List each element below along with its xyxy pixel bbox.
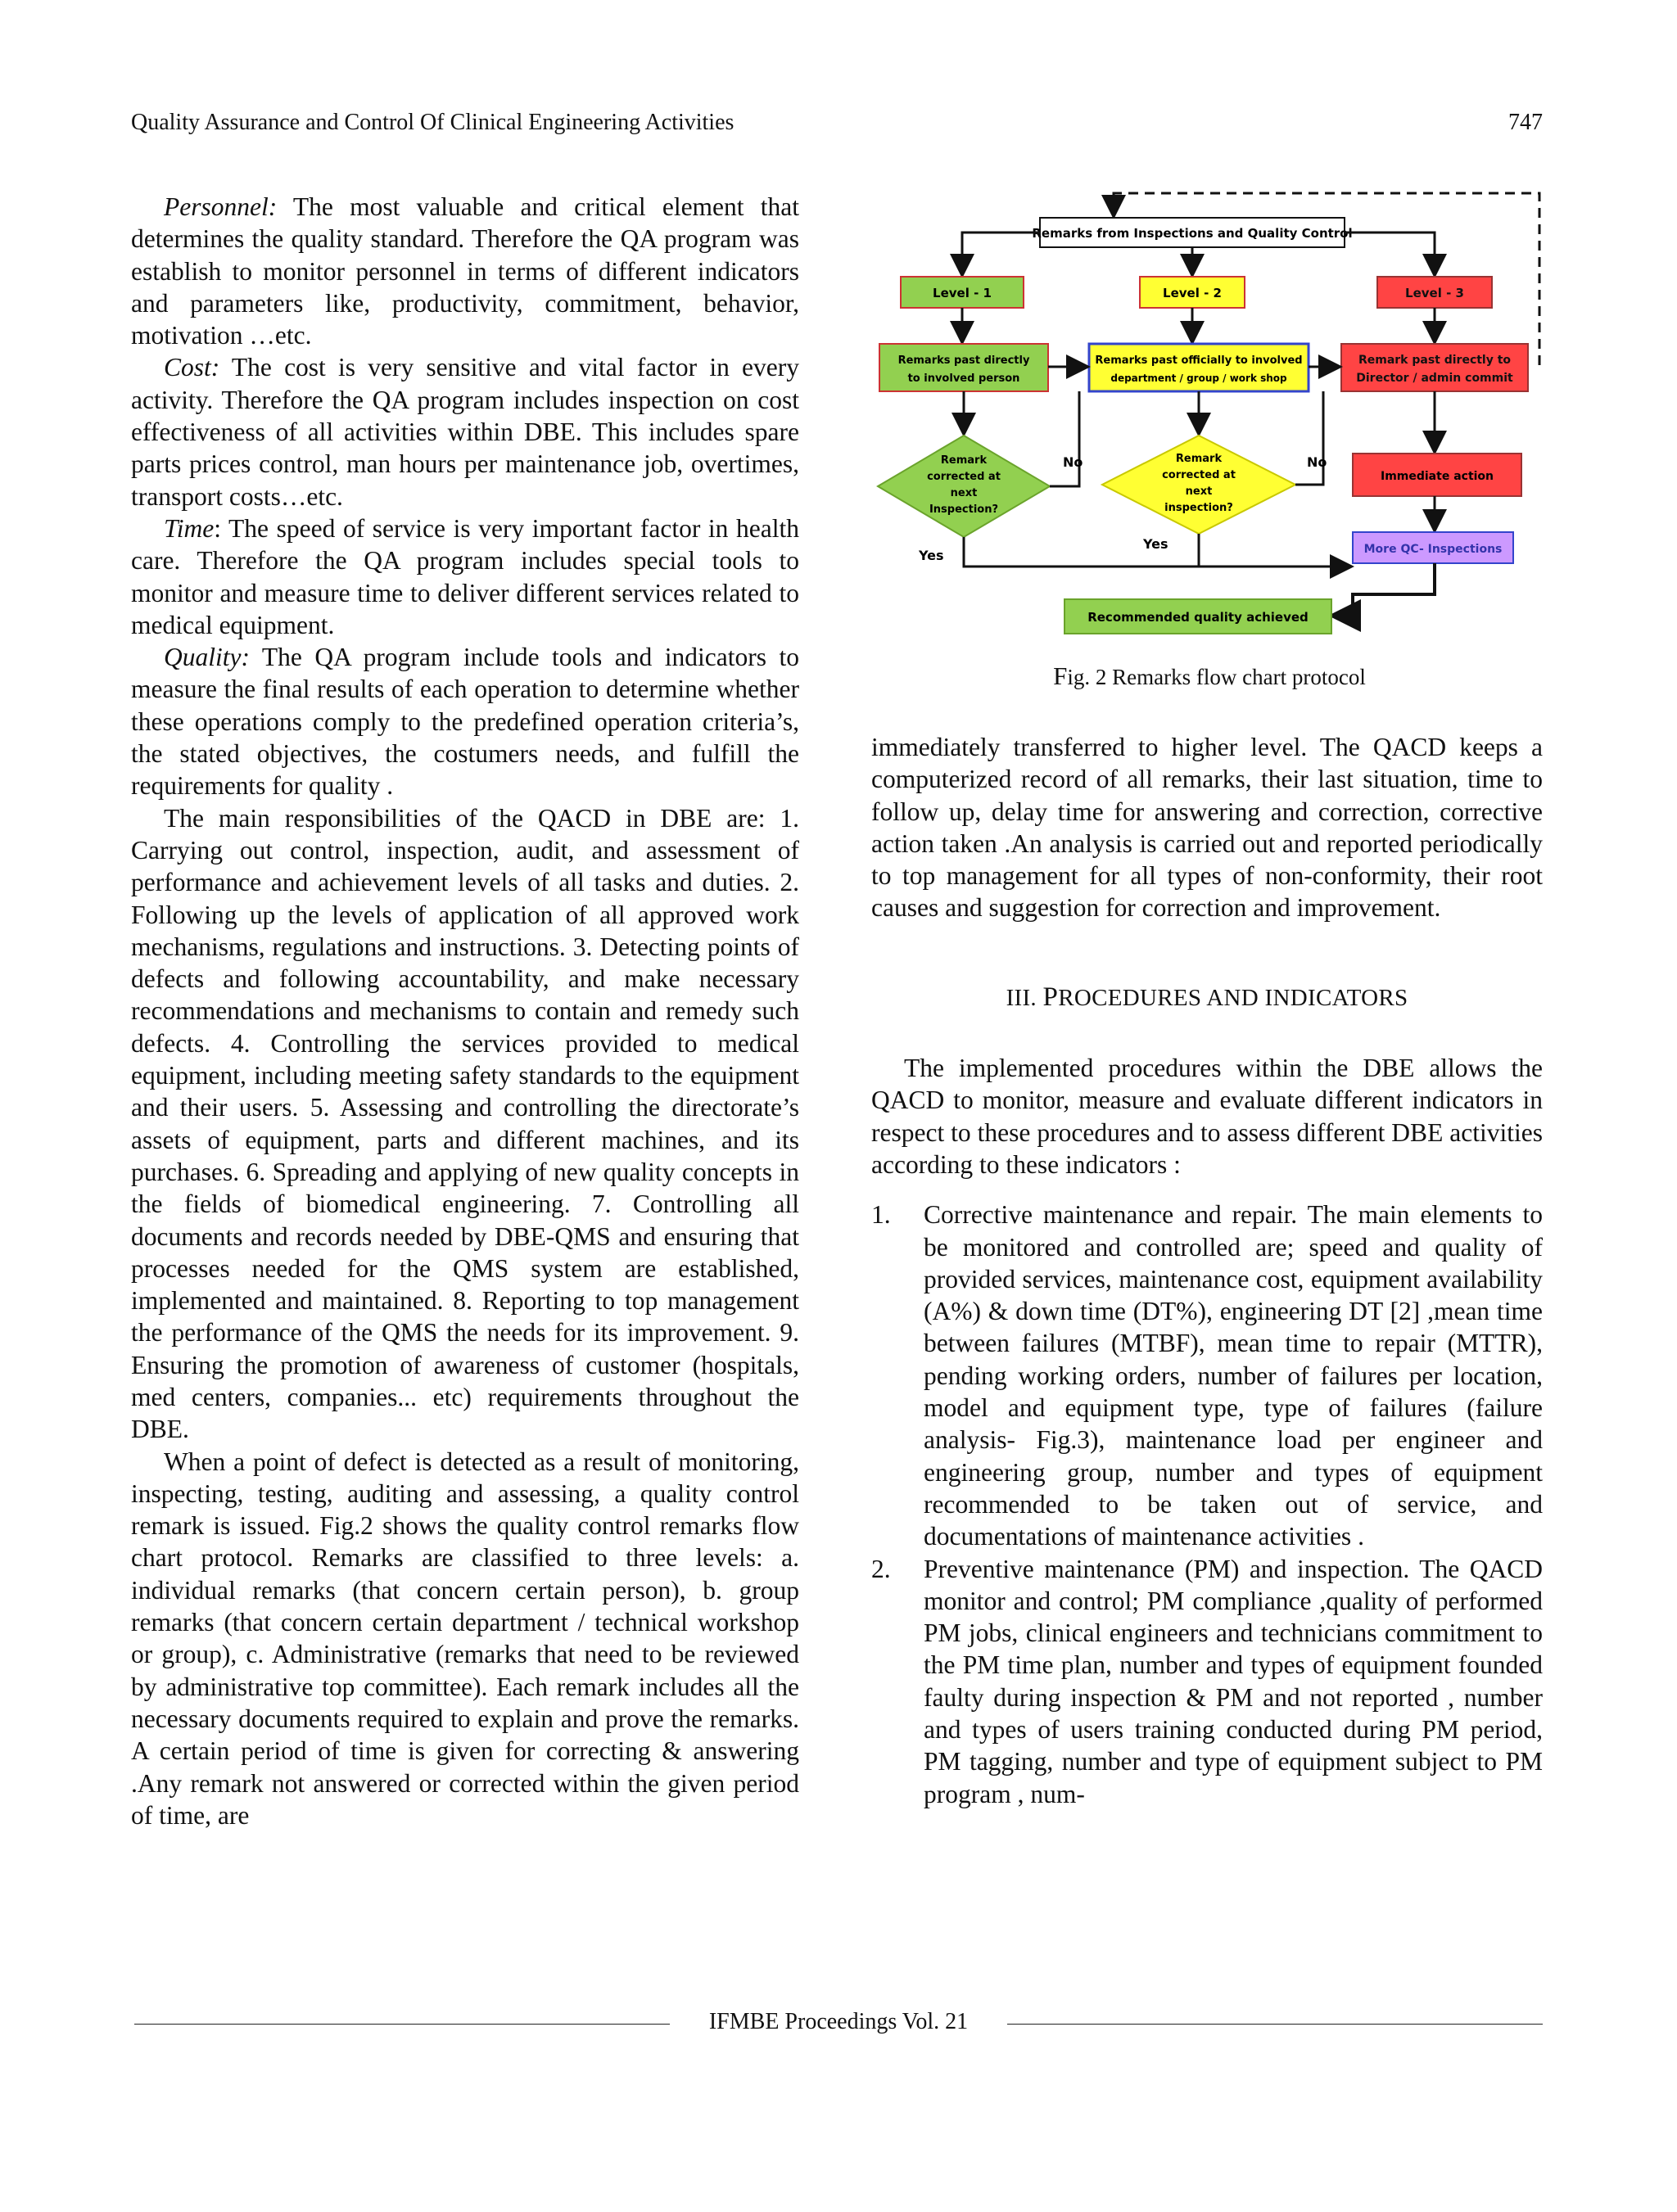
edge-dec2-no [1295, 391, 1323, 485]
section-heading [871, 982, 1543, 1014]
indicator-list [871, 1199, 1543, 1810]
node-decision2 [1102, 436, 1295, 534]
lead-quality: Quality: [164, 643, 250, 672]
node-pass2-label-a: Remarks past officially to involved [1095, 354, 1303, 367]
paragraph-defects: When a point of defect is detected as a result of monitoring, inspecting, testing, auditing and assessing, a quality control remark is issued. Fig.2 shows the quality control remarks flow chart protocol. Remarks are classified to three levels: a. individual remarks (that concern certain person), b. group remarks (that concern certain department / technical workshop or group), c. Administrative (remarks that need to be reviewed by administrative top committee). Each remark includes all the necessary documents required to explain and prove the remarks. A certain period of time is given for correcting & answering .Any remark not answered or corrected within the given period of time, are [131, 1447, 799, 1830]
running-title: Quality Assurance and Control Of Clinical Engineering Activities [131, 110, 735, 135]
text-personnel: The most valuable and critical element that determines the quality standard. Therefore the QA program was establish to monitor personnel in terms of different indicators and parameters like, productivity, commitment, behavior, motivation …etc. [131, 192, 799, 350]
node-level2-label: Level - 2 [1163, 286, 1222, 300]
list-item-number: 2. [871, 1554, 891, 1583]
text-quality: The QA program include tools and indicators to measure the final results of each operation to determine whether these operations comply to the predefined operation criteria’s, the stated objectives, the costumers needs, and fulfill the requirements for quality . [131, 643, 799, 801]
node-top-label: Remarks from Inspections and Quality Control [1032, 226, 1353, 241]
paragraph-time [131, 512, 799, 641]
paragraph-personnel [131, 191, 799, 351]
left-column [131, 191, 799, 1831]
lead-time: Time [164, 513, 215, 543]
node-pass3-label-a: Remark past directly to [1358, 354, 1512, 367]
node-dec1-a: Remark [940, 454, 988, 467]
node-level3-label: Level - 3 [1405, 286, 1464, 300]
edge-top-level1 [962, 232, 1040, 273]
label-dec1-no: No [1063, 454, 1083, 470]
lead-personnel: Personnel: [164, 192, 278, 221]
heading-initial: P [1042, 982, 1059, 1012]
node-dec1-b: corrected at [927, 471, 1001, 483]
node-dec2-a: Remark [1175, 453, 1223, 465]
label-dec2-no: No [1307, 454, 1327, 470]
heading-rest: ROCEDURES AND INDICATORS [1058, 984, 1408, 1011]
node-pass2-label-b: department / group / work shop [1110, 372, 1287, 384]
text-time: : The speed of service is very important factor in health care. Therefore the QA program includes special tools to monitor and measure time to deliver different services related to medical equipment. [131, 513, 799, 639]
lead-cost: Cost: [164, 353, 220, 382]
caption-rest: ig. 2 Remarks flow chart protocol [1067, 665, 1366, 689]
node-decision1 [878, 436, 1050, 537]
edge-top-level3 [1345, 232, 1435, 273]
heading-number: III. [1006, 984, 1043, 1011]
list-item-text: Corrective maintenance and repair. The main elements to be monitored and controlled are; speed and quality of provided services, maintenance cost, equipment availability (A%) & down time (DT%), engineering DT [2] ,mean time between failures (MTBF), mean time to repair (MTTR), pending working orders, number of failures per location, model and equipment type, type of failures (failure analysis- Fig.3), maintenance load per engineer and engineering group, number and types of equipment recommended to be taken out of service, and documentations of maintenance activities . [924, 1200, 1543, 1551]
figure-flowchart [868, 185, 1551, 709]
node-pass1-label-b: to involved person [907, 372, 1020, 385]
footer-text: IFMBE Proceedings Vol. 21 [708, 2009, 969, 2034]
text-cost: The cost is very sensitive and vital factor in every activity. Therefore the QA program includes inspection on cost effectiveness of all activities within DBE. This includes spare parts prices control, man hours per maintenance job, overtimes, transport costs…etc. [131, 353, 799, 511]
list-item [871, 1199, 1543, 1552]
figure-caption [868, 661, 1551, 691]
node-achieved-label: Recommended quality achieved [1087, 610, 1309, 625]
caption-initial: F [1053, 661, 1068, 690]
flowchart-diagram [868, 185, 1551, 652]
node-level1-label: Level - 1 [933, 286, 992, 300]
edge-moreqc-achieved [1335, 563, 1435, 616]
label-dec1-yes: Yes [919, 548, 944, 563]
node-pass2 [1089, 344, 1309, 391]
node-more-qc-label: More QC- Inspections [1363, 543, 1503, 556]
node-dec2-d: inspection? [1164, 502, 1233, 514]
label-dec2-yes: Yes [1143, 536, 1168, 552]
running-header [131, 110, 1543, 146]
node-pass1-label-a: Remarks past directly [897, 354, 1030, 367]
node-pass3-label-b: Director / admin commit [1356, 372, 1513, 385]
page-number: 747 [1508, 110, 1543, 135]
list-item [871, 1553, 1543, 1810]
paragraph-responsibilities: The main responsibilities of the QACD in DBE are: 1. Carrying out control, inspection, audit, and assessment of performance and achievement levels of all tasks and duties. 2. Following up the levels of application of all approved work mechanisms, regulations and instructions. 3. Detecting points of defects and following accountability, and make necessary recommendations and mechanisms to contain and remedy such defects. 4. Controlling the services provided to medical equipment, including meeting safety standards to the equipment and their users. 5. Assessing and controlling the directorate’s assets of equipment, parts and different machines, and its purchases. 6. Spreading and applying of new quality concepts in the fields of biomedical engineering. 7. Controlling all documents and records needed by DBE-QMS and ensuring that processes needed for the QMS system are established, implemented and maintained. 8. Reporting to top management the performance of the QMS the needs for its improvement. 9. Ensuring the promotion of awareness of customer (hospitals, med centers, companies... etc) requirements throughout the DBE. [131, 803, 799, 1444]
right-column [871, 731, 1543, 1810]
page-footer [134, 2009, 1543, 2042]
node-dec2-c: next [1185, 485, 1213, 498]
paragraph-cost [131, 351, 799, 512]
node-dec1-c: next [950, 487, 978, 499]
node-dec1-d: Inspection? [929, 503, 999, 516]
node-dec2-b: corrected at [1162, 469, 1236, 481]
list-item-number: 1. [871, 1200, 891, 1230]
paragraph-continued: immediately transferred to higher level. The QACD keeps a computerized record of all remarks, their last situation, time to follow up, delay time for answering and correction, corrective action taken .An analysis is carried out and reported periodically to top management for all types of non-conformity, their root causes and suggestion for correction and improvement. [871, 733, 1543, 923]
paragraph-quality [131, 641, 799, 801]
list-item-text: Preventive maintenance (PM) and inspection. The QACD monitor and control; PM compliance ,quality of performed PM jobs, clinical engineers and technicians commitment to the PM time plan, number and types of equipment founded faulty during inspection & PM and not reported , number and types of users training conducted during PM period, PM tagging, number and type of equipment subject to PM program , num- [924, 1554, 1543, 1808]
edge-dec1-no [1050, 391, 1079, 486]
node-immediate-label: Immediate action [1380, 470, 1494, 483]
paragraph-procedures: The implemented procedures within the DBE allows the QACD to monitor, measure and evaluate different indicators in respect to these procedures and to assess different DBE activities according to these indicators : [871, 1054, 1543, 1179]
